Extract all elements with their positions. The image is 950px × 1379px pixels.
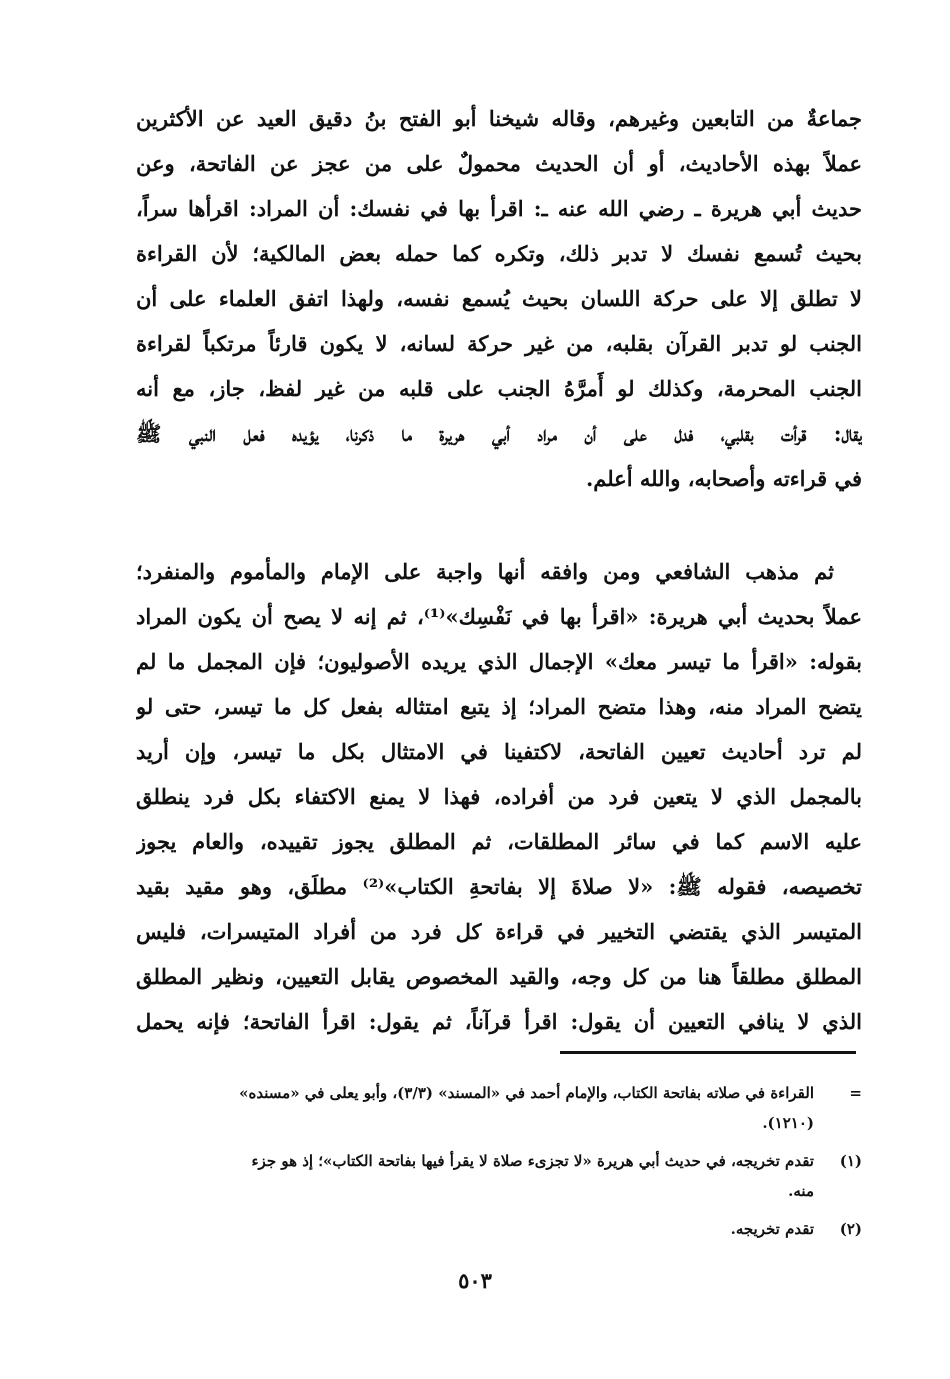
page-number: ٥٠٣ — [458, 1268, 492, 1293]
footnote-1 — [136, 1146, 862, 1206]
text-line: عملاً بهذه الأحاديث، أو أن الحديث محمولٌ على من عجز عن الفاتحة، وعن — [136, 151, 862, 176]
text-line: جماعةٌ من التابعين وغيرهم، وقاله شيخنا أبو الفتح بنُ دقيق العيد عن الأكثرين — [136, 106, 862, 131]
footnote-line: تقدم تخريجه، في حديث أبي هريرة «لا تجزىء صلاة لا يقرأ فيها بفاتحة الكتاب»؛ إذ هو جزء — [251, 1152, 814, 1170]
text-line: عليه الاسم كما في سائر المطلقات، ثم المطلق يجوز تقييده، والعام يجوز — [136, 829, 862, 854]
footnotes — [136, 1078, 862, 1252]
text-line: عملاً بحديث أبي هريرة: «اقرأ بها في نَفْسِك»⁽¹⁾، ثم إنه لا يصح أن يكون المراد — [136, 604, 862, 629]
text-line: بحيث تُسمع نفسك لا تدبر ذلك، وتكره كما حمله بعض المالكية؛ لأن القراءة — [136, 241, 862, 266]
footnote-2 — [136, 1214, 862, 1244]
paragraph-gap — [136, 501, 862, 549]
text-line: المطلق مطلقاً هنا من كل وجه، والقيد المخصوص يقابل التعيين، ونظير المطلق — [136, 964, 862, 989]
text-line: تخصيصه، فقوله ﷺ: «لا صلاةَ إلا بفاتحةِ الكتاب»⁽²⁾ مطلَق، وهو مقيد بقيد — [136, 874, 862, 899]
text-line: لا تطلق إلا على حركة اللسان بحيث يُسمع نفسه، ولهذا اتفق العلماء على أن — [136, 286, 862, 311]
text-line: في قراءته وأصحابه، والله أعلم. — [585, 466, 862, 491]
text-line: بالمجمل الذي لا يتعين فرد من أفراده، فهذا لا يمنع الاكتفاء بكل فرد ينطلق — [136, 784, 862, 809]
text-line: ثم مذهب الشافعي ومن وافقه أنها واجبة على الإمام والمأموم والمنفرد؛ — [136, 559, 834, 584]
text-line: يتضح المراد منه، وهذا متضح المراد؛ إذ يتبع امتثاله بفعل كل ما تيسر، حتى لو — [136, 694, 862, 719]
text-line: الجنب المحرمة، وكذلك لو أَمرَّهُ الجنب على قلبه من غير لفظ، جاز، مع أنه — [136, 376, 862, 401]
text-line: الذي لا ينافي التعيين أن يقول: اقرأ قرآناً، ثم يقول: اقرأ الفاتحة؛ فإنه يحمل — [136, 1009, 862, 1034]
footnote-separator — [560, 1051, 856, 1054]
footnote-line: (١٢١٠). — [762, 1114, 814, 1132]
text-line: الجنب لو تدبر القرآن بقلبه، من غير حركة لسانه، لا يكون قارئاً مرتكباً لقراءة — [136, 331, 862, 356]
footnote-marker: (٢) — [839, 1220, 862, 1238]
text-line: لم ترد أحاديث تعيين الفاتحة، لاكتفينا في الامتثال بكل ما تيسر، وإن أريد — [136, 739, 862, 764]
footnote-continuation — [136, 1078, 862, 1138]
paragraph-1 — [136, 96, 862, 501]
footnote-line: تقدم تخريجه. — [730, 1220, 814, 1238]
paragraph-2 — [136, 549, 862, 1044]
text-line: بقوله: «اقرأ ما تيسر معك» الإجمال الذي يريده الأصوليون؛ فإن المجمل ما لم — [136, 649, 862, 674]
text-line: حديث أبي هريرة ـ رضي الله عنه ـ: اقرأ بها في نفسك: أن المراد: اقرأها سراً، — [136, 196, 862, 221]
footnote-line: القراءة في صلاته بفاتحة الكتاب، والإمام أحمد في «المسند» (٣/٣)، وأبو يعلى في «مسنده» — [239, 1084, 814, 1102]
footnote-marker: (١) — [839, 1152, 862, 1170]
text-line: يقال: قرأت بقلبي، فدل على أن مراد أبي هريرة ما ذكرنا، يؤيده فعل النبي ﷺ — [136, 421, 862, 446]
footnote-marker: = — [849, 1084, 862, 1102]
text-line: المتيسر الذي يقتضي التخيير في قراءة كل فرد من أفراد المتيسرات، فليس — [136, 919, 862, 944]
main-text — [136, 96, 862, 1044]
footnote-line: منه. — [788, 1182, 814, 1200]
